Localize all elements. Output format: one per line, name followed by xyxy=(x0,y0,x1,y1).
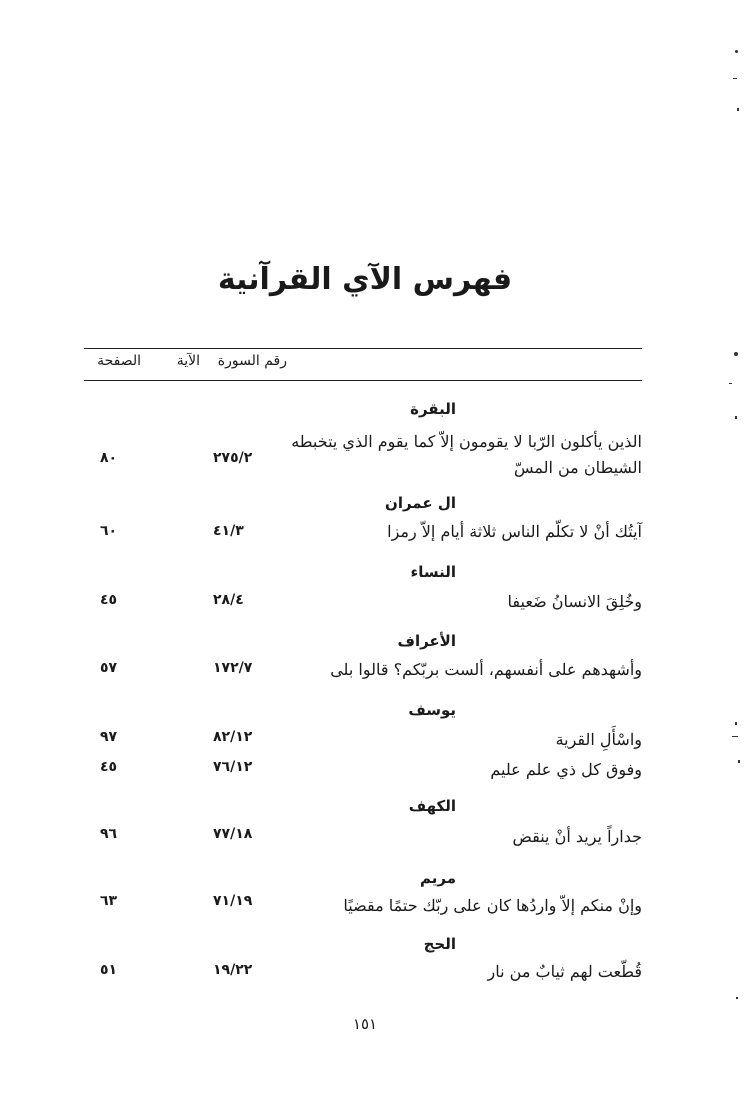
scan-speck xyxy=(738,760,740,763)
verse-reference: ٧٦/١٢ xyxy=(213,759,253,775)
surah-heading: الكهف xyxy=(408,797,456,815)
verse-reference: ٢٨/٤ xyxy=(213,592,244,608)
header-top-rule xyxy=(84,348,642,349)
page-reference: ٨٠ xyxy=(100,450,118,466)
verse-reference: ١٧٢/٧ xyxy=(213,660,253,676)
surah-heading: البقرة xyxy=(410,400,456,418)
scan-speck xyxy=(734,352,738,356)
page-reference: ٥١ xyxy=(100,962,118,978)
surah-heading: الأعراف xyxy=(397,632,456,650)
surah-heading: ال عمران xyxy=(385,494,456,512)
scan-speck xyxy=(737,108,739,111)
scan-speck xyxy=(732,736,738,737)
verse-reference: ٨٢/١٢ xyxy=(213,729,253,745)
scan-speck xyxy=(735,416,737,419)
page-reference: ٩٧ xyxy=(100,729,118,745)
verse-reference: ٤١/٣ xyxy=(213,523,244,539)
column-header-surah-number: رقم السورة xyxy=(217,353,287,369)
verse-text-line: وإنْ منكم إلاّ واردُها كان على ربّك حتمًا مقضيًا xyxy=(343,896,642,915)
verse-reference: ٧٧/١٨ xyxy=(213,826,253,842)
page-reference: ٥٧ xyxy=(100,660,118,676)
surah-heading: الحج xyxy=(423,935,456,953)
verse-text-line: وخُلِقَ الانسانُ ضَعيفا xyxy=(507,592,642,611)
page-reference: ٦٠ xyxy=(100,523,118,539)
surah-heading: النساء xyxy=(410,563,456,581)
scan-speck xyxy=(735,722,737,725)
verse-reference: ٧١/١٩ xyxy=(213,893,253,909)
page-reference: ٤٥ xyxy=(100,592,118,608)
header-bottom-rule xyxy=(84,380,642,381)
verse-reference: ١٩/٢٢ xyxy=(213,962,253,978)
verse-text-line: آيتُك أنْ لا تكلّم الناس ثلاثة أيام إلاّ رمزا xyxy=(387,522,642,541)
page-reference: ٦٣ xyxy=(100,893,118,909)
verse-text-line: الشيطان من المسّ xyxy=(513,458,642,477)
scan-speck xyxy=(735,50,738,53)
column-header-verse: الآية xyxy=(176,353,200,369)
verse-text-line: واسْأَلِ القرية xyxy=(555,730,642,749)
column-header-page: الصفحة xyxy=(97,353,141,369)
page-reference: ٤٥ xyxy=(100,759,118,775)
page-reference: ٩٦ xyxy=(100,826,118,842)
verse-text-line: وأشهدهم على أنفسهم، ألست بربّكم؟ قالوا بلى xyxy=(330,660,642,679)
page-title: فهرس الآي القرآنية xyxy=(217,262,513,297)
footer-page-number: ١٥١ xyxy=(352,1015,378,1033)
verse-text-line: الذين يأكلون الرّبا لا يقومون إلاّ كما يقوم الذي يتخبطه xyxy=(291,432,642,451)
scan-speck xyxy=(736,997,738,999)
verse-text-line: جداراً يريد أنْ ينقض xyxy=(512,827,642,846)
verse-reference: ٢٧٥/٢ xyxy=(213,450,253,466)
scan-speck xyxy=(733,78,737,79)
verse-text-line: وفوق كل ذي علم عليم xyxy=(490,760,642,779)
verse-text-line: قُطّعت لهم ثيابٌ من نار xyxy=(487,962,642,981)
surah-heading: يوسف xyxy=(408,701,456,719)
scan-speck xyxy=(729,383,732,384)
surah-heading: مريم xyxy=(419,869,456,887)
